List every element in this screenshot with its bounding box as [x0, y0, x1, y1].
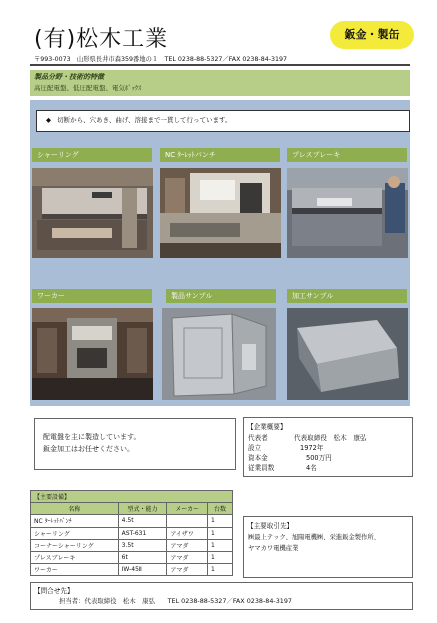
clients-line-1: ㈱最上テック、旭陽電機㈱、栄進鈑金製作所、	[248, 534, 380, 541]
equipment-cell: ワーカー	[31, 564, 119, 576]
tagline-badge: 鈑金・製缶	[330, 21, 414, 49]
description-box	[34, 418, 236, 470]
contact-text: 担当者：代表取締役 松木 康弘 TEL 0238-88-5327／FAX 0238-84-3197	[59, 597, 292, 605]
contact-title: 【問合せ先】	[34, 587, 74, 595]
equipment-cell: アマダ	[167, 564, 208, 576]
equipment-cell: 1	[207, 539, 232, 551]
overview-value-3: 500万円	[306, 454, 332, 462]
press-brake-photo	[287, 168, 408, 258]
nc-turret-punch-photo	[160, 168, 281, 258]
main-clients-box	[243, 516, 413, 578]
equipment-cell: 3.5t	[118, 539, 167, 551]
bullet-icon: ◆	[46, 116, 51, 124]
photo-label-product-sample: 製品サンプル	[166, 289, 276, 303]
header-divider	[30, 64, 410, 66]
description-line-1: 配電盤を主に製造しています。	[43, 433, 141, 441]
clients-title: 【主要取引先】	[247, 522, 294, 530]
overview-value-1: 代表取締役 松木 康弘	[294, 434, 367, 442]
equipment-cell: プレスブレーキ	[31, 551, 119, 563]
product-sample-photo	[162, 308, 276, 400]
photo-label-processing-sample: 加工サンプル	[287, 289, 407, 303]
equipment-cell: IW-45Ⅱ	[118, 564, 167, 576]
equipment-table	[30, 490, 233, 576]
overview-value-4: 4名	[306, 464, 317, 472]
equipment-cell: AST-631	[118, 527, 167, 539]
equipment-cell: アイザワ	[167, 527, 208, 539]
equipment-cell: コーナーシャーリング	[31, 539, 119, 551]
equipment-cell	[167, 515, 208, 527]
shearing-photo	[32, 168, 153, 258]
process-note	[46, 115, 232, 124]
company-name: (有)松木工業	[34, 27, 169, 52]
equipment-cell: 6t	[118, 551, 167, 563]
equipment-cell: NC ﾀｰﾚｯﾄﾊﾟﾝﾁ	[31, 515, 119, 527]
equipment-title: 【主要設備】	[31, 491, 233, 503]
equipment-cell: シャーリング	[31, 527, 119, 539]
overview-value-2: 1972年	[300, 444, 324, 452]
clients-line-2: ヤマカワ電機産業	[248, 545, 299, 552]
address-line: 〒993-0073 山形県長井市森359番地の１ TEL 0238-88-5327／FAX 0238-84-3197	[34, 56, 288, 63]
overview-key-2: 設立	[248, 444, 262, 452]
equipment-cell: アマダ	[167, 539, 208, 551]
equipment-cell: 4.5t	[118, 515, 167, 527]
processing-sample-photo	[287, 308, 408, 400]
table-row	[31, 527, 233, 539]
overview-title: 【企業概要】	[247, 423, 287, 431]
contact-box	[30, 582, 413, 610]
process-note-text: 切断から、穴あき、曲げ、溶接まで一貫して行っています。	[57, 116, 232, 124]
photo-label-press-brake: プレスブレーキ	[287, 148, 407, 162]
overview-key-1: 代表者	[248, 434, 268, 442]
equipment-header-model: 型式・能力	[118, 503, 167, 515]
table-row	[31, 515, 233, 527]
photo-label-worker: ワーカー	[32, 289, 152, 303]
photo-label-nc-turret-punch: NC ﾀｰﾚｯﾄパンチ	[160, 148, 280, 162]
description-line-2: 鈑金加工はお任せください。	[43, 445, 134, 453]
equipment-cell: 1	[207, 515, 232, 527]
photo-label-shearing: シャーリング	[32, 148, 152, 162]
company-overview-box	[243, 417, 413, 477]
overview-key-4: 従業員数	[248, 464, 275, 472]
equipment-cell: 1	[207, 551, 232, 563]
equipment-header-name: 名称	[31, 503, 119, 515]
equipment-cell: アマダ	[167, 551, 208, 563]
table-row	[31, 551, 233, 563]
product-fields-subtitle: 高圧配電盤、低圧配電盤、電気ﾎﾞｯｸｽ	[34, 84, 142, 92]
worker-machine-photo	[32, 308, 153, 400]
equipment-header-maker: メーカー	[167, 503, 208, 515]
equipment-header-count: 台数	[207, 503, 232, 515]
overview-key-3: 資本金	[248, 454, 268, 462]
table-row	[31, 539, 233, 551]
table-row	[31, 564, 233, 576]
product-fields-title: 製品分野・技術的特徴	[34, 73, 104, 81]
equipment-cell: 1	[207, 527, 232, 539]
equipment-cell: 1	[207, 564, 232, 576]
